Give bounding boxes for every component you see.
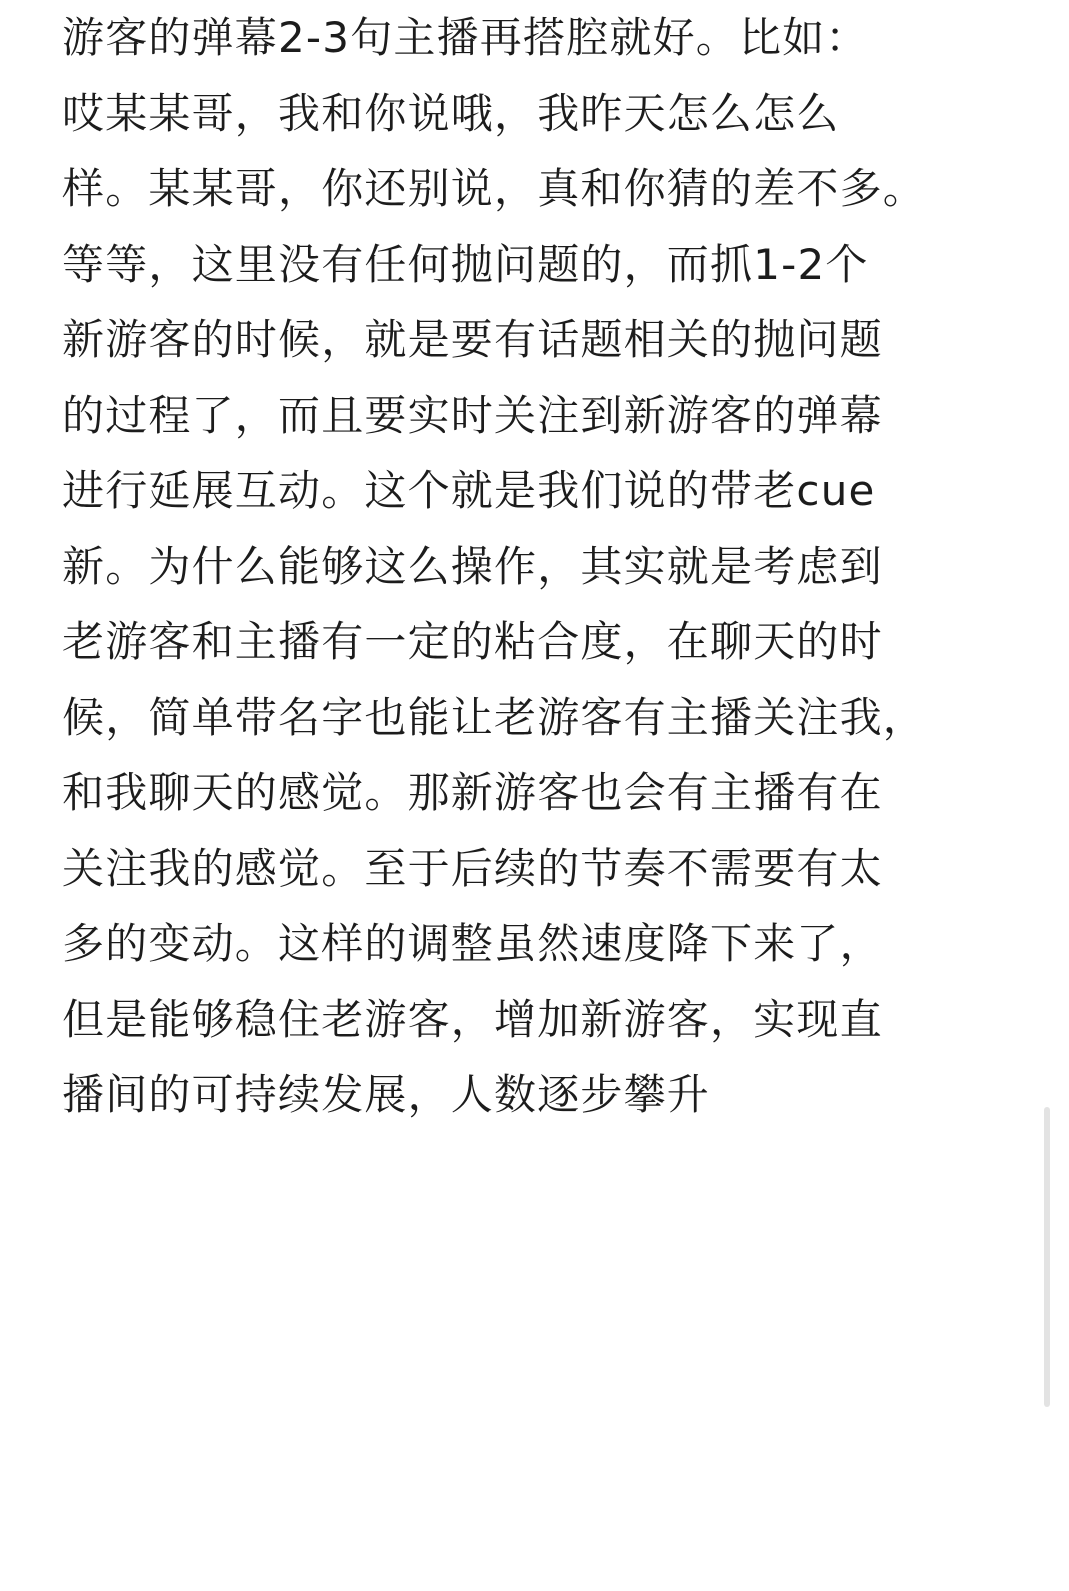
article-line: 播间的可持续发展，人数逐步攀升 xyxy=(62,1070,711,1119)
article-body xyxy=(62,0,1002,1133)
article-line: 游客的弹幕2-3句主播再搭腔就好。比如： xyxy=(62,13,869,62)
article-line: 老游客和主播有一定的粘合度，在聊天的时 xyxy=(62,617,883,666)
article-line: 候，简单带名字也能让老游客有主播关注我， xyxy=(62,692,927,742)
article-line: 等等，这里没有任何抛问题的，而抓1-2个 xyxy=(62,239,869,289)
article-line: 新。为什么能够这么操作，其实就是考虑到 xyxy=(62,541,883,591)
article-line: 但是能够稳住老游客，增加新游客，实现直 xyxy=(62,994,883,1044)
article-line: 关注我的感觉。至于后续的节奏不需要有太 xyxy=(62,843,883,893)
vertical-scrollbar[interactable] xyxy=(1044,1107,1050,1407)
article-line: 和我聊天的感觉。那新游客也会有主播有在 xyxy=(62,768,883,817)
article-line: 样。某某哥，你还别说，真和你猜的差不多。 xyxy=(62,164,927,213)
article-line: 的过程了，而且要实时关注到新游客的弹幕 xyxy=(62,390,883,440)
article-line: 多的变动。这样的调整虽然速度降下来了， xyxy=(62,919,883,968)
article-line: 新游客的时候，就是要有话题相关的抛问题 xyxy=(62,315,883,364)
article-line: 哎某某哥，我和你说哦，我昨天怎么怎么 xyxy=(62,88,840,138)
article-line: 进行延展互动。这个就是我们说的带老cue xyxy=(62,466,876,515)
